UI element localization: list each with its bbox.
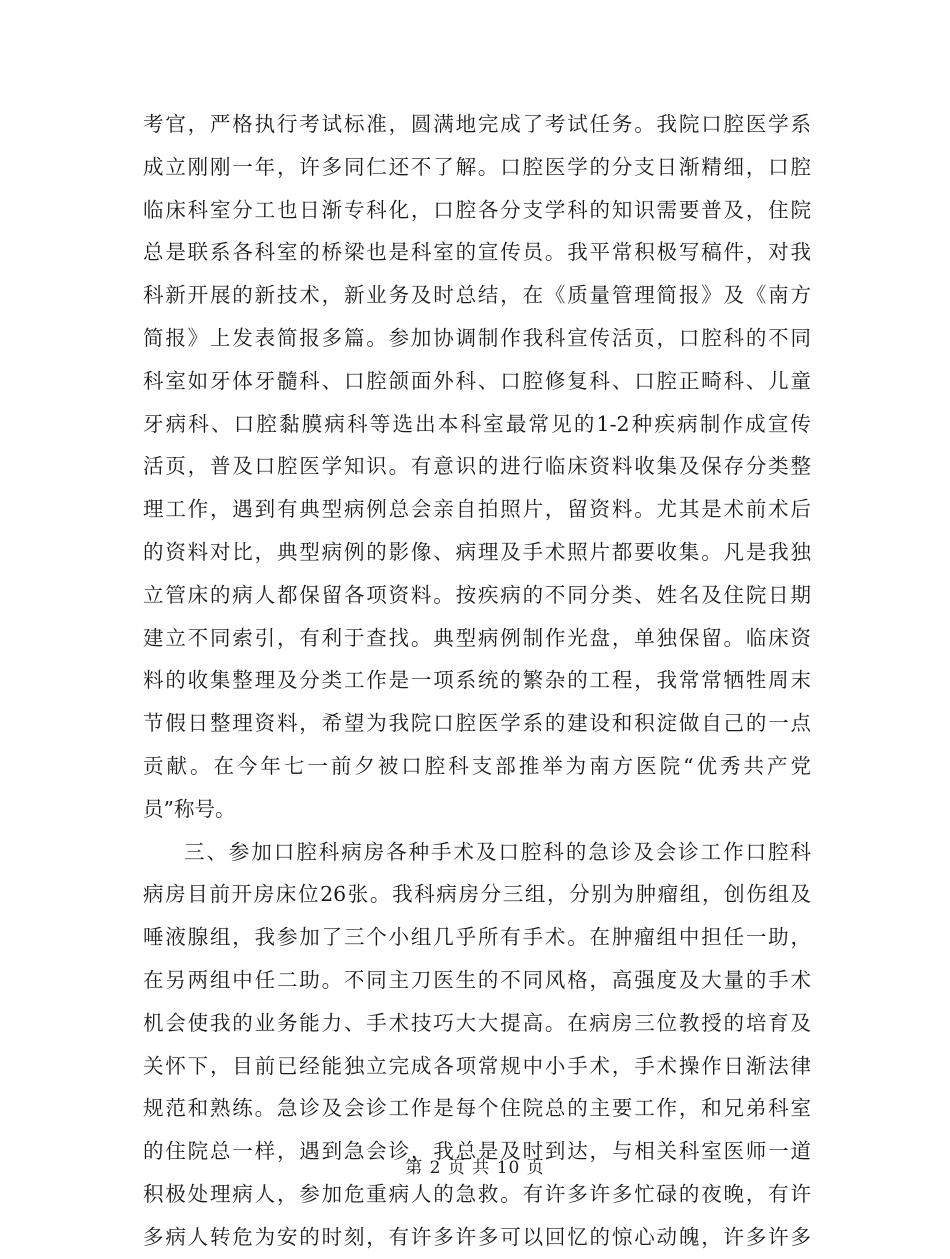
document-body — [143, 103, 811, 1259]
paragraph-line: 简报》上发表简报多篇。参加协调制作我科宣传活页，口腔科的不同 — [143, 325, 811, 350]
paragraph-line: 科室如牙体牙髓科、口腔颌面外科、口腔修复科、口腔正畸科、儿童 — [143, 368, 811, 393]
paragraph-line: 临床科室分工也日渐专科化，口腔各分支学科的知识需要普及，住院 — [143, 197, 811, 222]
paragraph-line: 料的收集整理及分类工作是一项系统的繁杂的工程，我常常牺牲周末 — [143, 668, 811, 693]
paragraph-line: 积极处理病人，参加危重病人的急救。有许多许多忙碌的夜晚，有许 — [143, 1181, 811, 1206]
paragraph-line: 节假日整理资料，希望为我院口腔医学系的建设和积淀做自己的一点 — [143, 711, 811, 736]
paragraph-2 — [143, 831, 811, 1259]
paragraph-line: 员”称号。 — [143, 796, 236, 821]
paragraph-line: 立管床的病人都保留各项资料。按疾病的不同分类、姓名及住院日期 — [143, 582, 811, 607]
paragraph-line: 牙病科、口腔黏膜病科等选出本科室最常见的1-2种疾病制作成宣传 — [143, 411, 811, 436]
paragraph-line: 科新开展的新技术，新业务及时总结，在《质量管理简报》及《南方 — [143, 283, 811, 308]
paragraph-line: 三、参加口腔科病房各种手术及口腔科的急诊及会诊工作口腔科 — [184, 839, 811, 864]
paragraph-line: 在另两组中任二助。不同主刀医生的不同风格，高强度及大量的手术 — [143, 967, 811, 992]
paragraph-line: 考官，严格执行考试标准，圆满地完成了考试任务。我院口腔医学系 — [143, 112, 811, 136]
paragraph-1 — [143, 103, 811, 831]
paragraph-line: 关怀下，目前已经能独立完成各项常规中小手术，手术操作日渐法律 — [143, 1053, 811, 1078]
paragraph-line: 建立不同索引，有利于查找。典型病例制作光盘，单独保留。临床资 — [143, 625, 811, 650]
page-number-footer: 第 2 页 共 10 页 — [405, 1158, 545, 1178]
paragraph-line: 理工作，遇到有典型病例总会亲自拍照片，留资料。尤其是术前术后 — [143, 497, 811, 522]
paragraph-line: 唾液腺组，我参加了三个小组几乎所有手术。在肿瘤组中担任一助， — [143, 925, 811, 950]
paragraph-line: 成立刚刚一年，许多同仁还不了解。口腔医学的分支日渐精细，口腔 — [143, 154, 811, 179]
paragraph-line: 病房目前开房床位26张。我科病房分三组，分别为肿瘤组，创伤组及 — [143, 882, 811, 907]
paragraph-line: 贡献。在今年七一前夕被口腔科支部推举为南方医院“优秀共产党 — [143, 753, 811, 778]
paragraph-line: 机会使我的业务能力、手术技巧大大提高。在病房三位教授的培育及 — [143, 1010, 811, 1035]
paragraph-line: 的住院总一样，遇到急会诊，我总是及时到达，与相关科室医师一道 — [143, 1139, 811, 1164]
paragraph-line: 的资料对比，典型病例的影像、病理及手术照片都要收集。凡是我独 — [143, 539, 811, 564]
paragraph-line: 总是联系各科室的桥梁也是科室的宣传员。我平常积极写稿件，对我 — [143, 240, 811, 265]
paragraph-line: 活页，普及口腔医学知识。有意识的进行临床资料收集及保存分类整 — [143, 454, 811, 479]
paragraph-line: 多病人转危为安的时刻，有许多许多可以回忆的惊心动魄，许多许多 — [143, 1224, 811, 1249]
paragraph-line: 规范和熟练。急诊及会诊工作是每个住院总的主要工作，和兄弟科室 — [143, 1096, 811, 1121]
